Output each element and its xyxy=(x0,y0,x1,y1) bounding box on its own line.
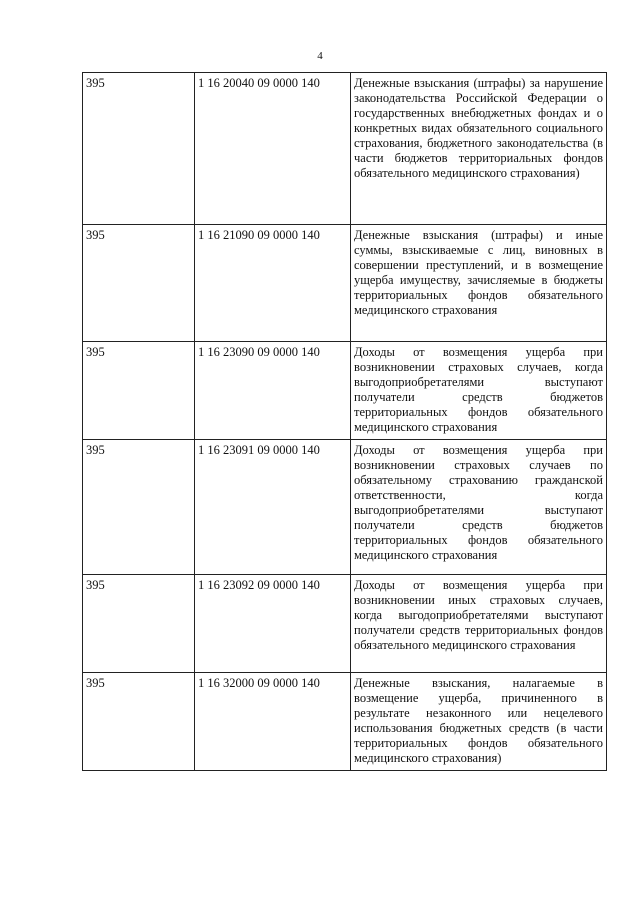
table-row xyxy=(83,73,607,225)
table-row xyxy=(83,673,607,771)
table-row xyxy=(83,575,607,673)
admin-code-cell: 395 xyxy=(83,73,195,225)
description-cell: Доходы от возмещения ущерба при возникновении страховых случаев, когда выгодоприобретателями выступают получатели средств бюджетов территориальных фондов обязательного медицинского страхования xyxy=(351,342,607,440)
table-row xyxy=(83,342,607,440)
budget-code-cell: 1 16 20040 09 0000 140 xyxy=(195,73,351,225)
description-cell: Доходы от возмещения ущерба при возникновении иных страховых случаев, когда выгодоприобретателями выступают получатели средств территориальных фондов обязательного медицинского страхования xyxy=(351,575,607,673)
budget-classification-table xyxy=(82,72,607,771)
budget-code-cell: 1 16 23092 09 0000 140 xyxy=(195,575,351,673)
admin-code-cell: 395 xyxy=(83,575,195,673)
budget-code-cell: 1 16 21090 09 0000 140 xyxy=(195,225,351,342)
description-cell: Денежные взыскания, налагаемые в возмещение ущерба, причиненного в результате незаконного или нецелевого использования бюджетных средств (в части территориальных фондов обязательного медицинского страхования) xyxy=(351,673,607,771)
table-row xyxy=(83,440,607,575)
admin-code-cell: 395 xyxy=(83,673,195,771)
description-cell: Денежные взыскания (штрафы) и иные суммы, взыскиваемые с лиц, виновных в совершении преступлений, и в возмещение ущерба имуществу, зачисляемые в бюджеты территориальных фондов обязательного медицинского страхования xyxy=(351,225,607,342)
budget-code-cell: 1 16 23091 09 0000 140 xyxy=(195,440,351,575)
description-cell: Денежные взыскания (штрафы) за нарушение законодательства Российской Федерации о государственных внебюджетных фондах и о конкретных видах обязательного социального страхования, бюджетного законодательства (в части бюджетов территориальных фондов обязательного медицинского страхования) xyxy=(351,73,607,225)
description-cell: Доходы от возмещения ущерба при возникновении страховых случаев по обязательному страхованию гражданской ответственности, когда выгодоприобретателями выступают получатели средств бюджетов территориальных фондов обязательного медицинского страхования xyxy=(351,440,607,575)
table-row xyxy=(83,225,607,342)
admin-code-cell: 395 xyxy=(83,342,195,440)
budget-code-cell: 1 16 23090 09 0000 140 xyxy=(195,342,351,440)
admin-code-cell: 395 xyxy=(83,440,195,575)
admin-code-cell: 395 xyxy=(83,225,195,342)
budget-code-cell: 1 16 32000 09 0000 140 xyxy=(195,673,351,771)
page-number: 4 xyxy=(317,50,323,62)
